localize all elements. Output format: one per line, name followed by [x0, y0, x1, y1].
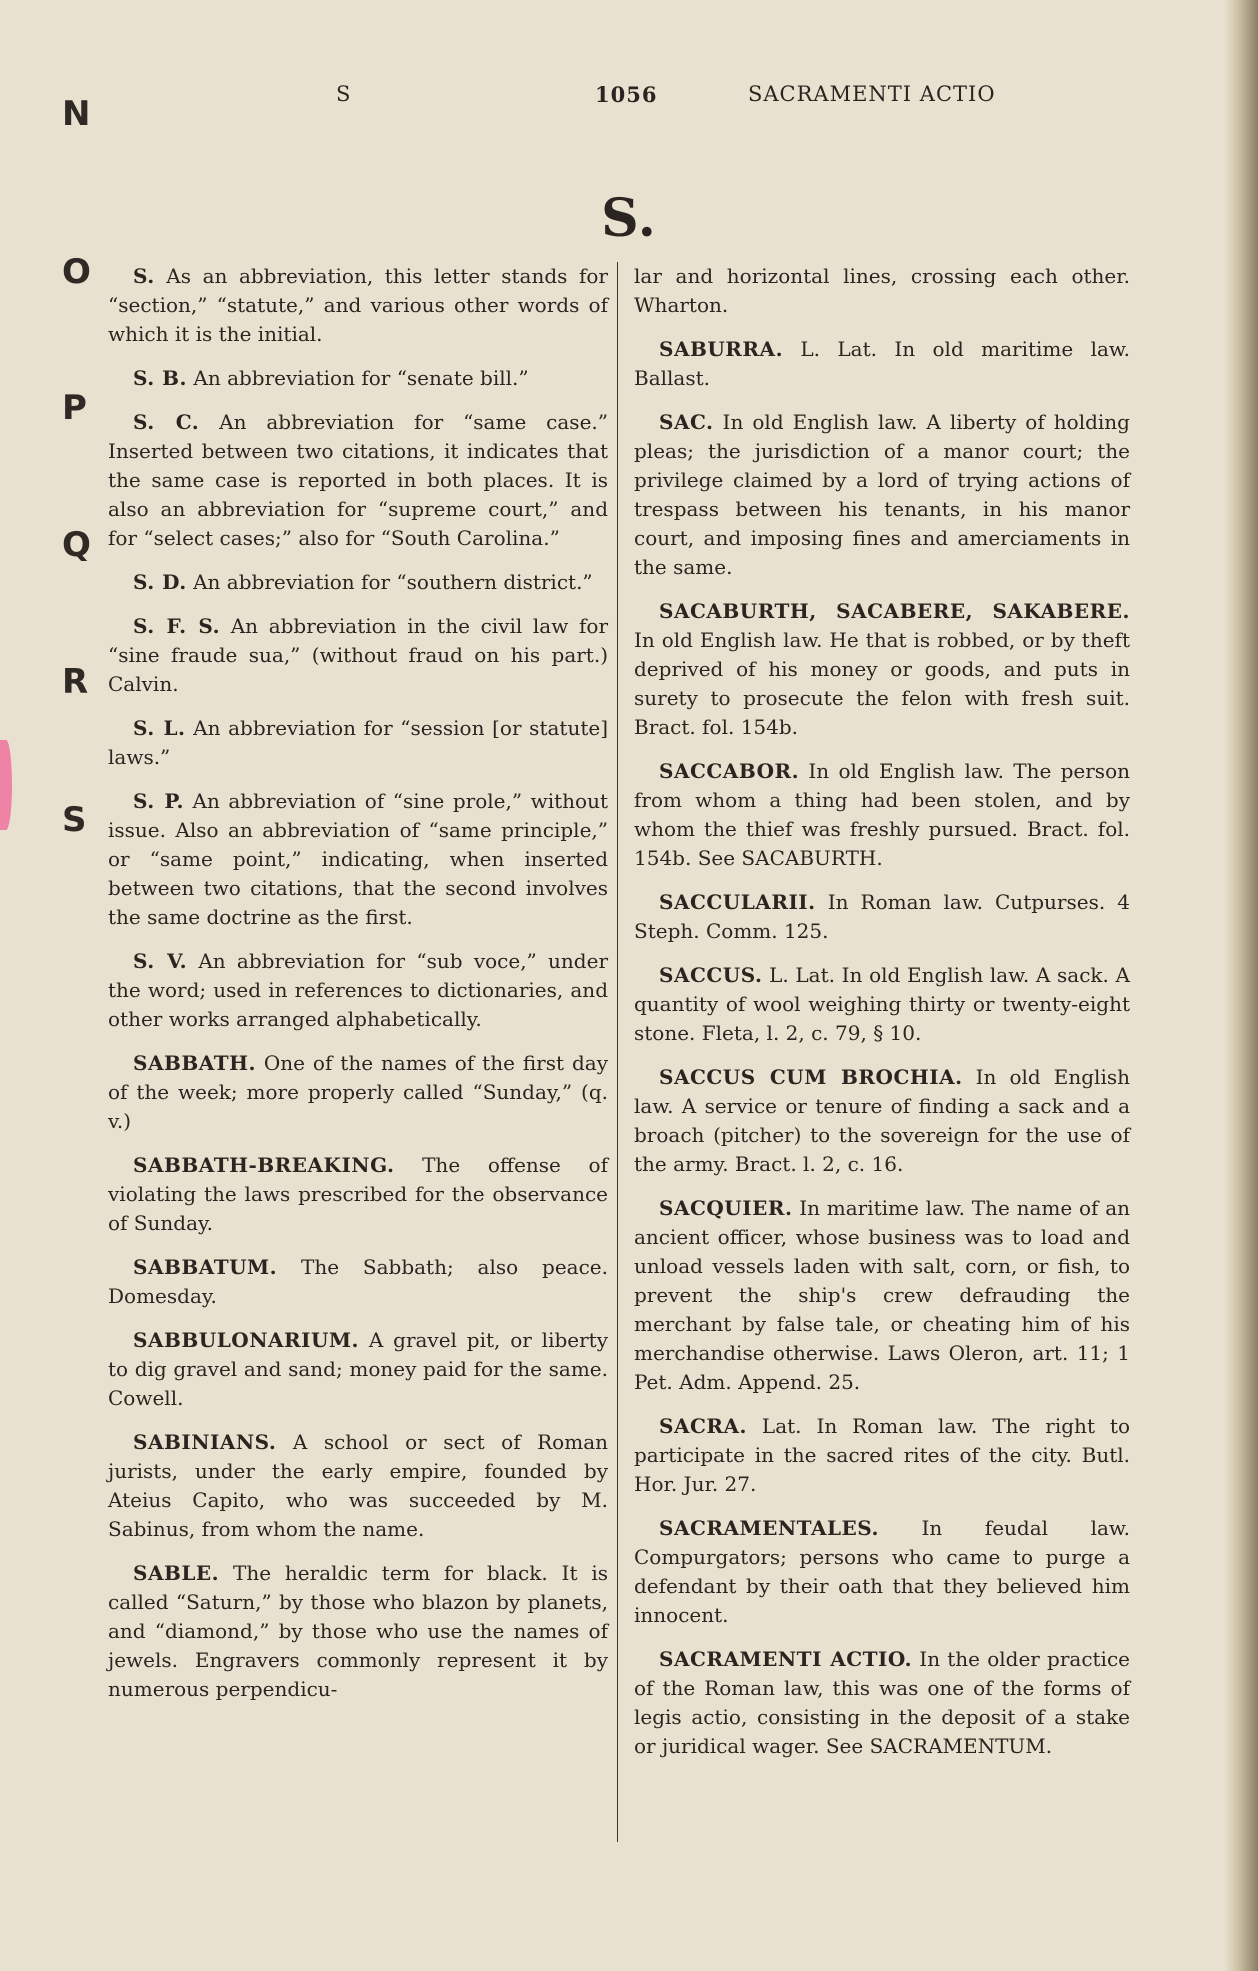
- entry-headword: SABLE.: [133, 1561, 220, 1585]
- dictionary-entry: [634, 1194, 1130, 1397]
- entry-headword: SABURRA.: [659, 337, 784, 361]
- thumb-index-n[interactable]: N: [62, 94, 91, 134]
- entry-text: An abbreviation in the civil law for “sine fraude sua,” (without fraud on his part.) Calvin.: [108, 614, 609, 696]
- entry-text: An abbreviation for “same case.” Inserted between two citations, it indicates that the same case is reported in both places. It is also an abbreviation for “supreme court,” and for “select cases;” also for “South Carolina.”: [108, 410, 608, 550]
- dictionary-entry: [634, 757, 1130, 873]
- entry-headword: SACQUIER.: [659, 1196, 793, 1220]
- dictionary-entry: [108, 1049, 608, 1136]
- entry-headword: S.: [133, 264, 155, 288]
- entry-headword: SABBATH.: [133, 1051, 256, 1075]
- entry-text: An abbreviation for “session [or statute] laws.”: [108, 716, 609, 769]
- dictionary-entry: [108, 1428, 608, 1544]
- dictionary-entry: [108, 364, 608, 393]
- entry-text: In old English law. A service or tenure of finding a sack and a broach (pitcher) to the sovereign for the use of the army. Bract. l. 2, c. 16.: [634, 1065, 1130, 1176]
- dictionary-entry: [634, 961, 1130, 1048]
- dictionary-entry: [108, 714, 608, 772]
- running-header: [0, 82, 1258, 122]
- dictionary-entry: [634, 888, 1130, 946]
- dictionary-entry: [634, 1514, 1130, 1630]
- entry-text: The heraldic term for black. It is called “Saturn,” by those who blazon by planets, and “diamond,” by those who use the names of jewels. Engravers commonly represent it by numerous perpendicu-: [108, 1561, 608, 1701]
- entry-text: In maritime law. The name of an ancient officer, whose business was to load and unload vessels laden with salt, corn, or fish, to prevent the ship's crew defrauding the merchant by false tale, or cheating him of his merchandise otherwise. Laws Oleron, art. 11; 1 Pet. Adm. Append. 25.: [634, 1196, 1130, 1394]
- entry-headword: SACABURTH, SACABERE, SAKABERE.: [659, 599, 1130, 623]
- thumb-index-q[interactable]: Q: [62, 525, 91, 565]
- entry-headword: SABBATUM.: [133, 1255, 278, 1279]
- dictionary-entry: [634, 597, 1130, 742]
- thumb-index-r[interactable]: R: [62, 662, 89, 702]
- thumb-index-o[interactable]: O: [62, 252, 91, 292]
- entry-text: In old English law. He that is robbed, or by theft deprived of his money or goods, and puts in surety to prosecute the felon with fresh suit. Bract. fol. 154b.: [634, 628, 1130, 739]
- entry-text: An abbreviation for “senate bill.”: [187, 366, 529, 390]
- entry-headword: SACCUS CUM BROCHIA.: [659, 1065, 963, 1089]
- dictionary-entry: [108, 568, 608, 597]
- dictionary-entry: [634, 408, 1130, 582]
- left-column: [108, 262, 608, 1719]
- entry-headword: SACCUS.: [659, 963, 763, 987]
- section-title: S.: [601, 188, 657, 249]
- entry-text: In old English law. The person from whom a thing had been stolen, and by whom the thief was freshly pursued. Bract. fol. 154b. See SACABURTH.: [634, 759, 1130, 870]
- entry-headword: SACRAMENTALES.: [659, 1516, 879, 1540]
- page-number: 1056: [595, 82, 658, 107]
- dictionary-entry: [108, 787, 608, 932]
- entry-headword: S. C.: [133, 410, 200, 434]
- entry-headword: SAC.: [659, 410, 714, 434]
- entry-text: An abbreviation of “sine prole,” without issue. Also an abbreviation of “same principle,” or “same point,” indicating, when inserted between two citations, that the second involves the same doctrine as the first.: [108, 789, 608, 929]
- entry-headword: SABBATH-BREAKING.: [133, 1153, 395, 1177]
- dictionary-entry: [108, 1326, 608, 1413]
- entry-text: L. Lat. In old English law. A sack. A quantity of wool weighing thirty or twenty-eight stone. Fleta, l. 2, c. 79, § 10.: [634, 963, 1130, 1045]
- dictionary-entry: [108, 1151, 608, 1238]
- dictionary-entry: [108, 612, 608, 699]
- entry-headword: S. F. S.: [133, 614, 221, 638]
- entry-text: The offense of violating the laws prescribed for the observance of Sunday.: [108, 1153, 608, 1235]
- entry-text: In the older practice of the Roman law, this was one of the forms of legis actio, consisting in the deposit of a stake or juridical wager. See SACRAMENTUM.: [634, 1647, 1130, 1758]
- dictionary-entry: [634, 262, 1130, 320]
- entry-headword: SABBULONARIUM.: [133, 1328, 360, 1352]
- entry-headword: SABINIANS.: [133, 1430, 277, 1454]
- dictionary-entry: [634, 1645, 1130, 1761]
- running-title: SACRAMENTI ACTIO: [748, 82, 996, 106]
- entry-headword: S. B.: [133, 366, 188, 390]
- column-divider: [617, 262, 618, 1842]
- dictionary-entry: [108, 262, 608, 349]
- thumb-index-s[interactable]: S: [62, 800, 87, 840]
- entry-text: Lat. In Roman law. The right to participate in the sacred rites of the city. Butl. Hor. Jur. 27.: [634, 1414, 1130, 1496]
- entry-headword: S. V.: [133, 949, 188, 973]
- dictionary-entry: [108, 408, 608, 553]
- dictionary-entry: [634, 1412, 1130, 1499]
- entry-headword: SACCULARII.: [659, 890, 816, 914]
- entry-text: An abbreviation for “southern district.”: [186, 570, 593, 594]
- entry-headword: SACRAMENTI ACTIO.: [659, 1647, 913, 1671]
- entry-text: As an abbreviation, this letter stands for “section,” “statute,” and various other words of which it is the initial.: [108, 264, 608, 346]
- entry-text: In old English law. A liberty of holding pleas; the jurisdiction of a manor court; the privilege claimed by a lord of trying actions of trespass between his tenants, in his manor court, and imposing fines and amerciaments in the same.: [634, 410, 1130, 579]
- dictionary-entry: [108, 1559, 608, 1704]
- dictionary-entry: [634, 1063, 1130, 1179]
- entry-headword: S. L.: [133, 716, 186, 740]
- entry-text: In feudal law. Compurgators; persons who came to purge a defendant by their oath that they believed him innocent.: [634, 1516, 1130, 1627]
- entry-text: One of the names of the first day of the week; more properly called “Sunday,” (q. v.): [108, 1051, 608, 1133]
- dictionary-entry: [108, 947, 608, 1034]
- entry-headword: SACRA.: [659, 1414, 747, 1438]
- entry-text: In Roman law. Cutpurses. 4 Steph. Comm. 125.: [634, 890, 1130, 943]
- entry-headword: S. D.: [133, 570, 187, 594]
- page-edge: [1224, 0, 1258, 1971]
- entry-text: The Sabbath; also peace. Domesday.: [108, 1255, 608, 1308]
- right-column: [634, 262, 1130, 1776]
- entry-headword: SACCABOR.: [659, 759, 800, 783]
- thumb-index-p[interactable]: P: [62, 388, 87, 428]
- header-section-letter: S: [336, 82, 352, 106]
- entry-text: An abbreviation for “sub voce,” under the word; used in references to dictionaries, and other works arranged alphabetically.: [108, 949, 609, 1031]
- entry-text: A gravel pit, or liberty to dig gravel and sand; money paid for the same. Cowell.: [108, 1328, 608, 1410]
- entry-headword: S. P.: [133, 789, 185, 813]
- entry-text: lar and horizontal lines, crossing each other. Wharton.: [634, 264, 1130, 317]
- entry-text: L. Lat. In old maritime law. Ballast.: [634, 337, 1130, 390]
- dictionary-entry: [634, 335, 1130, 393]
- entry-text: A school or sect of Roman jurists, under the early empire, founded by Ateius Capito, who was succeeded by M. Sabinus, from whom the name.: [108, 1430, 608, 1541]
- dictionary-entry: [108, 1253, 608, 1311]
- thumb-tab-marker: [0, 740, 12, 830]
